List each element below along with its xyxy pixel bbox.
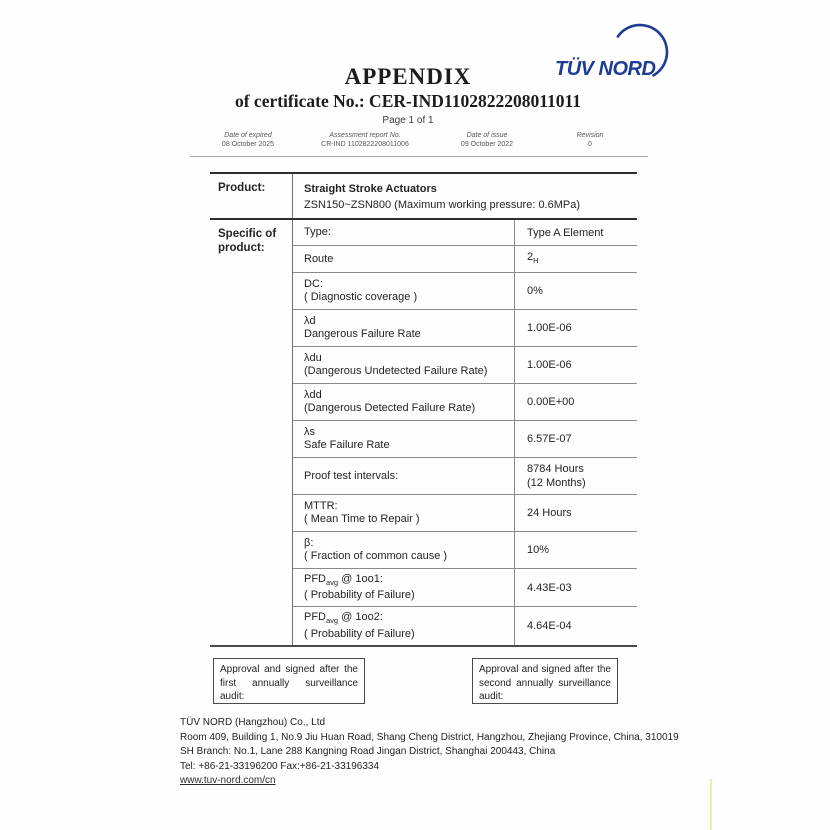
product-description: ZSN150~ZSN800 (Maximum working pressure: 0.6MPa) bbox=[304, 198, 581, 211]
spec-row bbox=[293, 607, 637, 644]
spec-row bbox=[293, 273, 637, 310]
spec-value-cell: $2_H$ bbox=[527, 251, 539, 266]
spec-param-cell: Route bbox=[293, 246, 515, 272]
spec-row bbox=[293, 310, 637, 347]
meta-label: Assessment report No. bbox=[329, 132, 401, 139]
page-indicator: Page 1 of 1 bbox=[382, 115, 434, 126]
meta-date-issue bbox=[420, 131, 554, 149]
spec-row bbox=[293, 220, 637, 246]
spec-rows bbox=[293, 220, 637, 645]
spec-param-cell: β: ( Fraction of common cause ) bbox=[293, 532, 515, 568]
meta-label: Date of issue bbox=[466, 132, 508, 139]
website-link[interactable]: www.tuv-nord.com/cn bbox=[180, 775, 276, 786]
footer-address2: SH Branch: No.1, Lane 288 Kangning Road Jingan District, Shanghai 200443, China bbox=[180, 746, 556, 757]
spec-row bbox=[293, 532, 637, 569]
spec-row bbox=[293, 347, 637, 384]
meta-value: 09 October 2022 bbox=[460, 141, 514, 148]
spec-row bbox=[293, 569, 637, 607]
footer-address1: Room 409, Building 1, No.9 Jiu Huan Road, Shang Cheng District, Hangzhou, Zhejiang Province, China, 310019 bbox=[180, 731, 679, 743]
scan-artifact-line bbox=[710, 779, 712, 830]
document-title-block bbox=[0, 64, 816, 126]
footer-contact-block bbox=[180, 716, 679, 789]
spec-param-cell: DC: ( Diagnostic coverage ) bbox=[293, 273, 515, 309]
meta-value: 08 October 2025 bbox=[221, 141, 275, 148]
logo-text: TÜV NORD bbox=[555, 58, 656, 80]
spec-value-cell: 0% bbox=[527, 285, 543, 298]
product-spec-table bbox=[210, 172, 637, 647]
spec-value-cell: Type A Element bbox=[527, 226, 604, 239]
spec-param-cell: Type: bbox=[293, 220, 515, 245]
spec-row bbox=[293, 495, 637, 532]
meta-label: Revision bbox=[576, 132, 604, 139]
product-label: Product: bbox=[210, 174, 293, 218]
spec-param-cell: λs Safe Failure Rate bbox=[293, 421, 515, 457]
spec-param-cell: $PFD_{avg}$ @ 1oo2: ( Probability of Failure) bbox=[293, 607, 515, 644]
meta-separator-line bbox=[190, 156, 648, 157]
specific-section bbox=[210, 220, 637, 645]
spec-value-cell: 24 Hours bbox=[527, 507, 572, 520]
approval-box-first-audit bbox=[213, 658, 365, 704]
spec-value-cell: 0.00E+00 bbox=[527, 396, 575, 409]
spec-row bbox=[293, 458, 637, 495]
approval-text: Approval and signed after the second annually surveillance audit: bbox=[479, 664, 611, 702]
meta-assessment-report bbox=[295, 131, 435, 149]
spec-value-cell: 4.64E-04 bbox=[527, 619, 572, 632]
spec-value-cell: 4.43E-03 bbox=[527, 581, 572, 594]
spec-value-cell: 6.57E-07 bbox=[527, 433, 572, 446]
specific-label: Specific of product: bbox=[210, 220, 293, 645]
meta-value: CR-IND 1102822208011006 bbox=[321, 141, 409, 148]
spec-row bbox=[293, 384, 637, 421]
spec-value-cell: 1.00E-06 bbox=[527, 359, 572, 372]
spec-value-cell: 10% bbox=[527, 544, 550, 557]
product-name: Straight Stroke Actuators bbox=[304, 182, 437, 195]
spec-param-cell: λdd (Dangerous Detected Failure Rate) bbox=[293, 384, 515, 420]
product-value-cell bbox=[293, 174, 637, 218]
spec-value-cell: 1.00E-06 bbox=[527, 322, 572, 335]
spec-param-cell: $PFD_{avg}$ @ 1oo1: ( Probability of Failure) bbox=[293, 569, 515, 606]
meta-date-expired bbox=[190, 131, 306, 149]
meta-label: Date of expired bbox=[224, 132, 272, 139]
spec-param-cell: λdu (Dangerous Undetected Failure Rate) bbox=[293, 347, 515, 383]
approval-box-second-audit bbox=[472, 658, 618, 704]
meta-value: 0 bbox=[588, 141, 592, 148]
spec-row bbox=[293, 421, 637, 458]
certificate-number-title: of certificate No.: CER-IND1102822208011011 bbox=[234, 91, 582, 111]
spec-param-cell: MTTR: ( Mean Time to Repair ) bbox=[293, 495, 515, 531]
footer-tel-fax: Tel: +86-21-33196200 Fax:+86-21-33196334 bbox=[180, 760, 380, 772]
spec-value-cell: 8784 Hours (12 Months) bbox=[527, 463, 586, 490]
footer-company: TÜV NORD (Hangzhou) Co., Ltd bbox=[180, 717, 326, 728]
spec-param-cell: λd Dangerous Failure Rate bbox=[293, 310, 515, 346]
product-row bbox=[210, 174, 637, 220]
spec-row bbox=[293, 246, 637, 273]
meta-revision bbox=[540, 131, 640, 149]
spec-param-cell: Proof test intervals: bbox=[293, 458, 515, 494]
appendix-title: APPENDIX bbox=[344, 64, 472, 89]
approval-text: Approval and signed after the first annually surveillance audit: bbox=[220, 664, 358, 702]
